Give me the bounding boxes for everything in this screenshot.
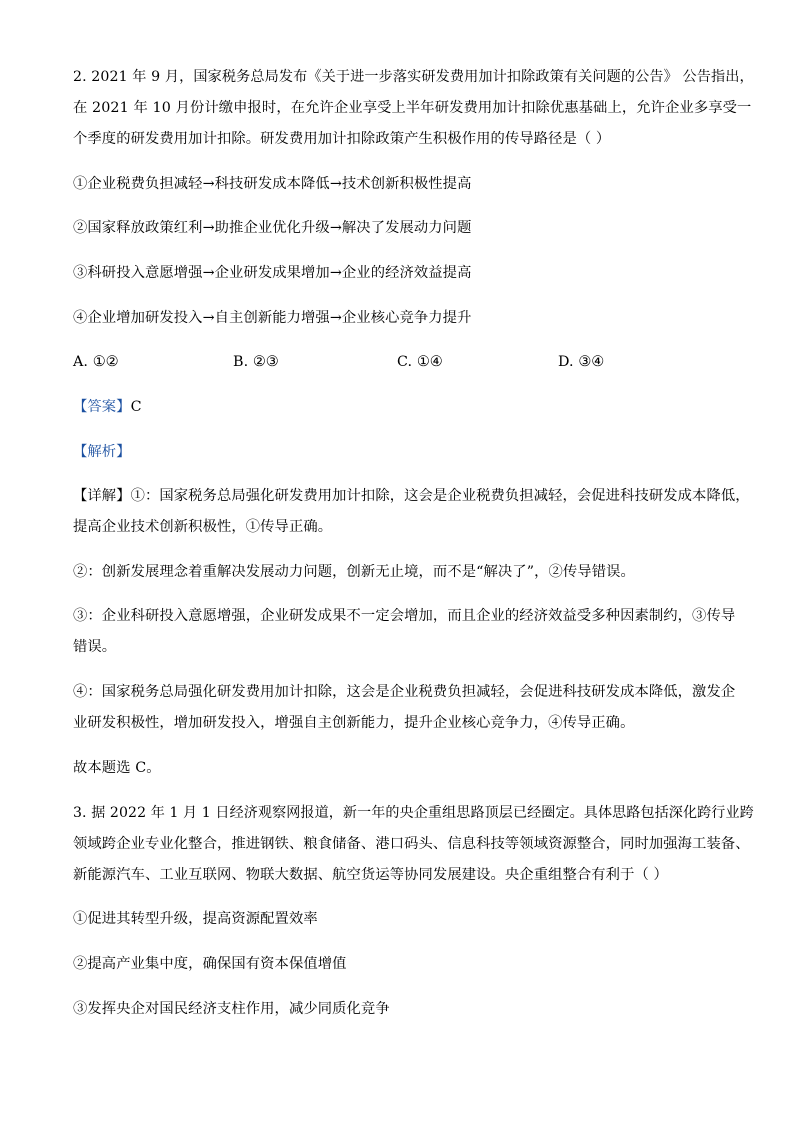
q3-stem-line-3: 新能源汽车、工业互联网、物联大数据、航空货运等协同发展建设。央企重组整合有利于（ ） [73, 867, 668, 883]
q2-choices [73, 352, 713, 372]
point-3-line-1: ③：企业科研投入意愿增强，企业研发成果不一定会增加，而且企业的经济效益受多种因素制约，③传导 [73, 608, 736, 624]
point-3-line-2: 错误。 [73, 639, 117, 655]
analysis-label: 【解析】 [73, 444, 131, 460]
q2-statement-3: ③科研投入意愿增强→企业研发成果增加→企业的经济效益提高 [73, 265, 472, 281]
q2-stem-line-2: 在 2021 年 10 月份计缴申报时，在允许企业享受上半年研发费用加计扣除优惠基础上，允许企业多享受一 [73, 100, 752, 116]
answer-value: C [130, 399, 142, 415]
detail-line-2: 提高企业技术创新积极性，①传导正确。 [73, 519, 333, 535]
point-4-line-2: 业研发积极性，增加研发投入，增强自主创新能力，提升企业核心竞争力，④传导正确。 [73, 715, 635, 731]
detail-line-1: 【详解】①：国家税务总局强化研发费用加计扣除，这会是企业税费负担减轻，会促进科技研发成本降低， [73, 488, 750, 504]
q2-statement-1: ①企业税费负担减轻→科技研发成本降低→技术创新积极性提高 [73, 176, 472, 192]
q3-statement-2: ②提高产业集中度，确保国有资本保值增值 [73, 956, 347, 972]
answer-label: 【答案】 [73, 399, 131, 415]
q3-stem-line-1: 3. 据 2022 年 1 月 1 日经济观察网报道，新一年的央企重组思路顶层已经圈定。具体思路包括深化跨行业跨 [73, 805, 754, 821]
choice-c: C. ①④ [397, 354, 443, 370]
q3-statement-1: ①促进其转型升级，提高资源配置效率 [73, 911, 318, 927]
choice-d: D. ③④ [558, 354, 605, 370]
conclusion: 故本题选 C。 [73, 760, 161, 776]
q3-statement-3: ③发挥央企对国民经济支柱作用，减少同质化竞争 [73, 1001, 390, 1017]
point-2: ②：创新发展理念着重解决发展动力问题，创新无止境，而不是“解决了”，②传导错误。 [73, 564, 635, 580]
q2-stem-line-1: 2. 2021 年 9 月，国家税务总局发布《关于进一步落实研发费用加计扣除政策有关问题的公告》 公告指出， [73, 69, 754, 85]
choice-b: B. ②③ [233, 354, 279, 370]
q2-statement-4: ④企业增加研发投入→自主创新能力增强→企业核心竞争力提升 [73, 310, 472, 326]
choice-a: A. ①② [73, 354, 119, 370]
q2-stem-line-3: 个季度的研发费用加计扣除。研发费用加计扣除政策产生积极作用的传导路径是（ ） [73, 131, 611, 147]
point-4-line-1: ④：国家税务总局强化研发费用加计扣除，这会是企业税费负担减轻，会促进科技研发成本降低，激发企 [73, 684, 736, 700]
q3-stem-line-2: 领域跨企业专业化整合，推进钢铁、粮食储备、港口码头、信息科技等领域资源整合，同时加强海工装备、 [73, 836, 750, 852]
q2-statement-2: ②国家释放政策红利→助推企业优化升级→解决了发展动力问题 [73, 220, 472, 236]
answer-line [73, 397, 142, 417]
